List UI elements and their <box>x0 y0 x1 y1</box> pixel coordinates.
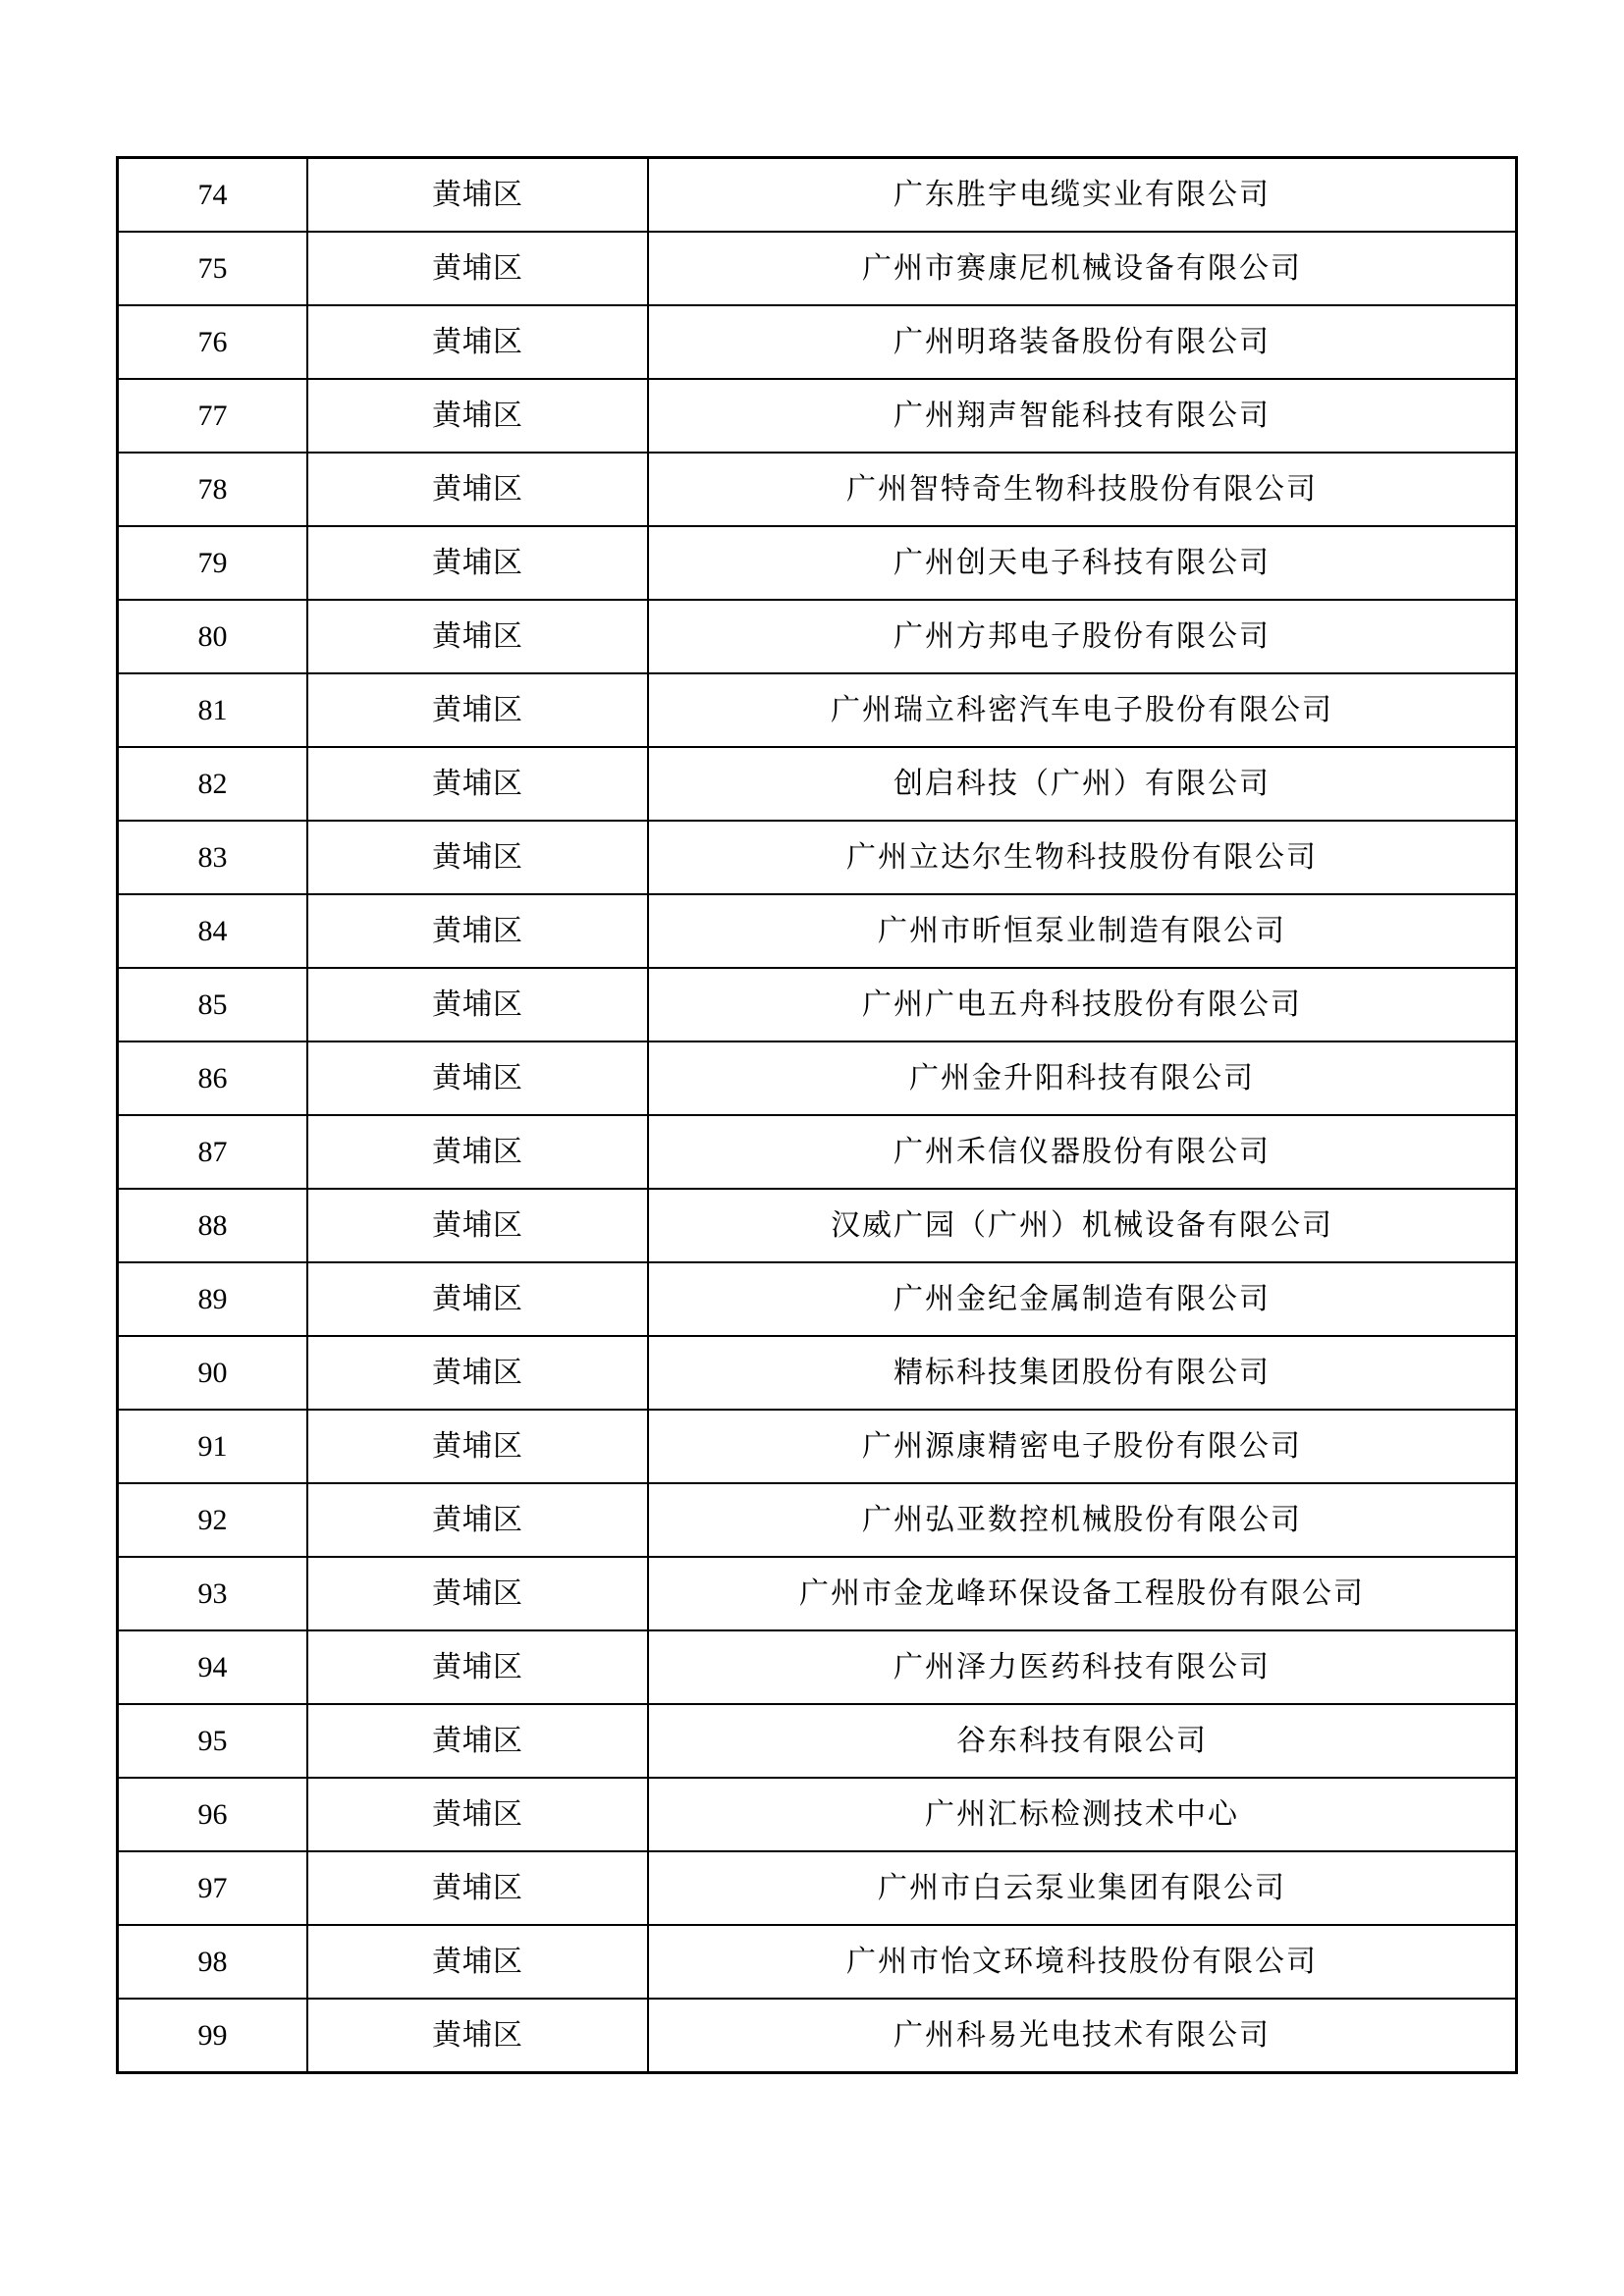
company-name-cell: 广州源康精密电子股份有限公司 <box>648 1410 1517 1483</box>
row-number: 88 <box>118 1189 308 1262</box>
table-row <box>118 821 1517 894</box>
district-cell: 黄埔区 <box>307 968 648 1041</box>
company-name-cell: 广东胜宇电缆实业有限公司 <box>648 158 1517 233</box>
table-row <box>118 1115 1517 1189</box>
company-name-cell: 广州市昕恒泵业制造有限公司 <box>648 894 1517 968</box>
table-row <box>118 232 1517 305</box>
table-body <box>118 158 1517 2073</box>
district-cell: 黄埔区 <box>307 894 648 968</box>
row-number: 86 <box>118 1041 308 1115</box>
district-cell: 黄埔区 <box>307 1557 648 1630</box>
district-cell: 黄埔区 <box>307 1925 648 1999</box>
table-row <box>118 1778 1517 1851</box>
company-name-cell: 广州市金龙峰环保设备工程股份有限公司 <box>648 1557 1517 1630</box>
company-name-cell: 广州汇标检测技术中心 <box>648 1778 1517 1851</box>
row-number: 80 <box>118 600 308 673</box>
table-row <box>118 1999 1517 2073</box>
district-cell: 黄埔区 <box>307 158 648 233</box>
district-cell: 黄埔区 <box>307 1704 648 1778</box>
row-number: 78 <box>118 453 308 526</box>
row-number: 95 <box>118 1704 308 1778</box>
table-row <box>118 1851 1517 1925</box>
district-cell: 黄埔区 <box>307 1630 648 1704</box>
row-number: 83 <box>118 821 308 894</box>
row-number: 96 <box>118 1778 308 1851</box>
company-name-cell: 广州市赛康尼机械设备有限公司 <box>648 232 1517 305</box>
row-number: 90 <box>118 1336 308 1410</box>
table-row <box>118 1041 1517 1115</box>
row-number: 85 <box>118 968 308 1041</box>
district-cell: 黄埔区 <box>307 1041 648 1115</box>
district-cell: 黄埔区 <box>307 232 648 305</box>
row-number: 91 <box>118 1410 308 1483</box>
table-row <box>118 1189 1517 1262</box>
district-cell: 黄埔区 <box>307 1189 648 1262</box>
row-number: 76 <box>118 305 308 379</box>
table-row <box>118 673 1517 747</box>
row-number: 99 <box>118 1999 308 2073</box>
company-name-cell: 广州瑞立科密汽车电子股份有限公司 <box>648 673 1517 747</box>
company-name-cell: 广州方邦电子股份有限公司 <box>648 600 1517 673</box>
company-list-table <box>116 156 1518 2074</box>
table-row <box>118 747 1517 821</box>
company-name-cell: 广州明珞装备股份有限公司 <box>648 305 1517 379</box>
row-number: 74 <box>118 158 308 233</box>
district-cell: 黄埔区 <box>307 379 648 453</box>
company-name-cell: 广州金升阳科技有限公司 <box>648 1041 1517 1115</box>
company-name-cell: 精标科技集团股份有限公司 <box>648 1336 1517 1410</box>
company-name-cell: 创启科技（广州）有限公司 <box>648 747 1517 821</box>
company-name-cell: 广州市白云泵业集团有限公司 <box>648 1851 1517 1925</box>
row-number: 75 <box>118 232 308 305</box>
table-row <box>118 379 1517 453</box>
district-cell: 黄埔区 <box>307 526 648 600</box>
company-name-cell: 广州泽力医药科技有限公司 <box>648 1630 1517 1704</box>
table-row <box>118 526 1517 600</box>
table-row <box>118 1262 1517 1336</box>
table-row <box>118 1925 1517 1999</box>
company-name-cell: 广州禾信仪器股份有限公司 <box>648 1115 1517 1189</box>
table-row <box>118 1630 1517 1704</box>
row-number: 98 <box>118 1925 308 1999</box>
table-row <box>118 453 1517 526</box>
district-cell: 黄埔区 <box>307 1115 648 1189</box>
company-name-cell: 广州弘亚数控机械股份有限公司 <box>648 1483 1517 1557</box>
table-row <box>118 894 1517 968</box>
row-number: 82 <box>118 747 308 821</box>
row-number: 97 <box>118 1851 308 1925</box>
table-row <box>118 1410 1517 1483</box>
district-cell: 黄埔区 <box>307 1410 648 1483</box>
table-row <box>118 305 1517 379</box>
table-row <box>118 1336 1517 1410</box>
district-cell: 黄埔区 <box>307 1262 648 1336</box>
row-number: 84 <box>118 894 308 968</box>
company-name-cell: 广州智特奇生物科技股份有限公司 <box>648 453 1517 526</box>
district-cell: 黄埔区 <box>307 305 648 379</box>
row-number: 87 <box>118 1115 308 1189</box>
district-cell: 黄埔区 <box>307 1483 648 1557</box>
table-row <box>118 600 1517 673</box>
table-row <box>118 1483 1517 1557</box>
table-row <box>118 158 1517 233</box>
row-number: 89 <box>118 1262 308 1336</box>
district-cell: 黄埔区 <box>307 673 648 747</box>
company-name-cell: 广州科易光电技术有限公司 <box>648 1999 1517 2073</box>
district-cell: 黄埔区 <box>307 821 648 894</box>
company-name-cell: 广州创天电子科技有限公司 <box>648 526 1517 600</box>
company-name-cell: 广州翔声智能科技有限公司 <box>648 379 1517 453</box>
company-name-cell: 汉威广园（广州）机械设备有限公司 <box>648 1189 1517 1262</box>
district-cell: 黄埔区 <box>307 1778 648 1851</box>
company-name-cell: 广州立达尔生物科技股份有限公司 <box>648 821 1517 894</box>
row-number: 94 <box>118 1630 308 1704</box>
district-cell: 黄埔区 <box>307 1336 648 1410</box>
table-row <box>118 1704 1517 1778</box>
row-number: 92 <box>118 1483 308 1557</box>
district-cell: 黄埔区 <box>307 600 648 673</box>
district-cell: 黄埔区 <box>307 1851 648 1925</box>
district-cell: 黄埔区 <box>307 747 648 821</box>
row-number: 81 <box>118 673 308 747</box>
row-number: 93 <box>118 1557 308 1630</box>
table-row <box>118 1557 1517 1630</box>
district-cell: 黄埔区 <box>307 453 648 526</box>
row-number: 79 <box>118 526 308 600</box>
table-row <box>118 968 1517 1041</box>
company-name-cell: 广州广电五舟科技股份有限公司 <box>648 968 1517 1041</box>
company-name-cell: 谷东科技有限公司 <box>648 1704 1517 1778</box>
company-name-cell: 广州市怡文环境科技股份有限公司 <box>648 1925 1517 1999</box>
row-number: 77 <box>118 379 308 453</box>
district-cell: 黄埔区 <box>307 1999 648 2073</box>
company-name-cell: 广州金纪金属制造有限公司 <box>648 1262 1517 1336</box>
